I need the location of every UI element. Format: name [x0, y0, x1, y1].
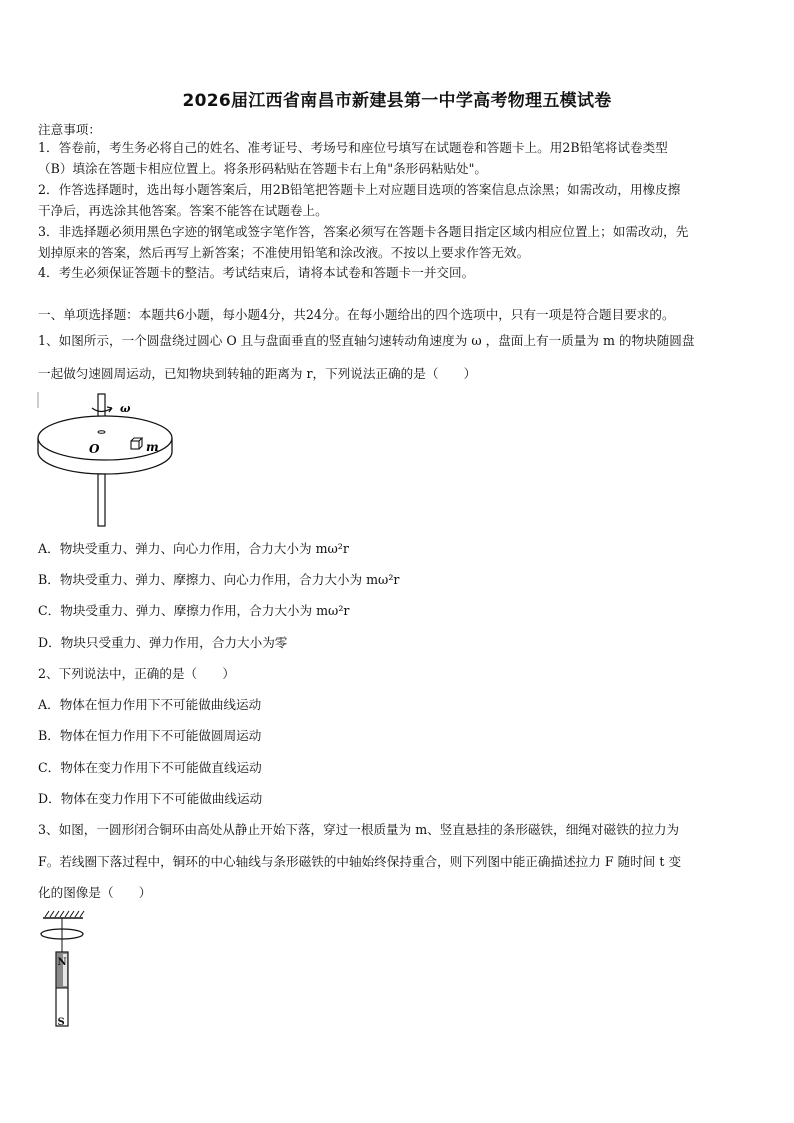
rotating-disk-figure	[34, 388, 184, 530]
south-pole-label: S	[57, 1017, 65, 1028]
north-pole-label: N	[57, 957, 67, 968]
q2-option-d: D．物体在变力作用下不可能做曲线运动	[38, 791, 263, 806]
q1-option-c: C．物块受重力、弹力、摩擦力作用，合力大小为 mω²r	[38, 603, 350, 618]
q1-option-b: B．物块受重力、弹力、摩擦力、向心力作用，合力大小为 mω²r	[38, 572, 400, 587]
notice-heading: 注意事项：	[38, 122, 101, 137]
notice-line-1: 1．答卷前，考生务必将自己的姓名、准考证号、考场号和座位号填写在试题卷和答题卡上。用2B铅笔将试卷类型	[38, 140, 668, 155]
q2-stem: 2、下列说法中，正确的是（ ）	[38, 666, 235, 681]
center-label: O	[89, 442, 100, 456]
q1-stem-line-1: 1、如图所示，一个圆盘绕过圆心 O 且与盘面垂直的竖直轴匀速转动角速度为 ω ，盘面上有一质量为 m 的物块随圆盘	[38, 333, 695, 348]
omega-label: ω	[120, 402, 131, 415]
q1-option-d: D．物块只受重力、弹力作用，合力大小为零	[38, 635, 288, 650]
section-heading: 一、单项选择题：本题共6小题，每小题4分，共24分。在每小题给出的四个选项中，只有一项是符合题目要求的。	[38, 307, 675, 322]
notice-line-6: 划掉原来的答案，然后再写上新答案；不准使用铅笔和涂改液。不按以上要求作答无效。	[38, 245, 530, 260]
q3-stem-line-3: 化的图像是（ ）	[38, 885, 152, 900]
q1-option-a: A．物块受重力、弹力、向心力作用，合力大小为 mω²r	[38, 541, 349, 556]
notice-line-3: 2．作答选择题时，选出每小题答案后，用2B铅笔把答题卡上对应题目选项的答案信息点涂黑；如需改动，用橡皮擦	[38, 182, 681, 197]
q1-stem-line-2: 一起做匀速圆周运动，已知物块到转轴的距离为 r，下列说法正确的是（ ）	[38, 366, 477, 381]
q3-stem-line-2: F。若线圈下落过程中，铜环的中心轴线与条形磁铁的中轴始终保持重合，则下列图中能正确描述拉力 F 随时间 t 变	[38, 854, 682, 869]
notice-line-7: 4．考生必须保证答题卡的整洁。考试结束后，请将本试卷和答题卡一并交回。	[38, 265, 475, 280]
exam-title: 2026届江西省南昌市新建县第一中学高考物理五模试卷	[182, 91, 612, 111]
q2-option-c: C．物体在变力作用下不可能做直线运动	[38, 760, 262, 775]
q3-stem-line-1: 3、如图，一圆形闭合铜环由高处从静止开始下落，穿过一根质量为 m、竖直悬挂的条形磁铁，细绳对磁铁的拉力为	[38, 822, 680, 837]
notice-line-4: 干净后，再选涂其他答案。答案不能答在试题卷上。	[38, 203, 328, 218]
notice-line-2: （B）填涂在答题卡相应位置上。将条形码粘贴在答题卡右上角"条形码粘贴处"。	[38, 161, 488, 176]
notice-line-5: 3．非选择题必须用黑色字迹的钢笔或签字笔作答，答案必须写在答题卡各题目指定区域内相应位置上；如需改动，先	[38, 224, 689, 239]
q2-option-b: B．物体在恒力作用下不可能做圆周运动	[38, 728, 262, 743]
mass-label: m	[146, 440, 159, 454]
magnet-ring-figure	[34, 908, 94, 1032]
q2-option-a: A．物体在恒力作用下不可能做曲线运动	[38, 697, 262, 712]
